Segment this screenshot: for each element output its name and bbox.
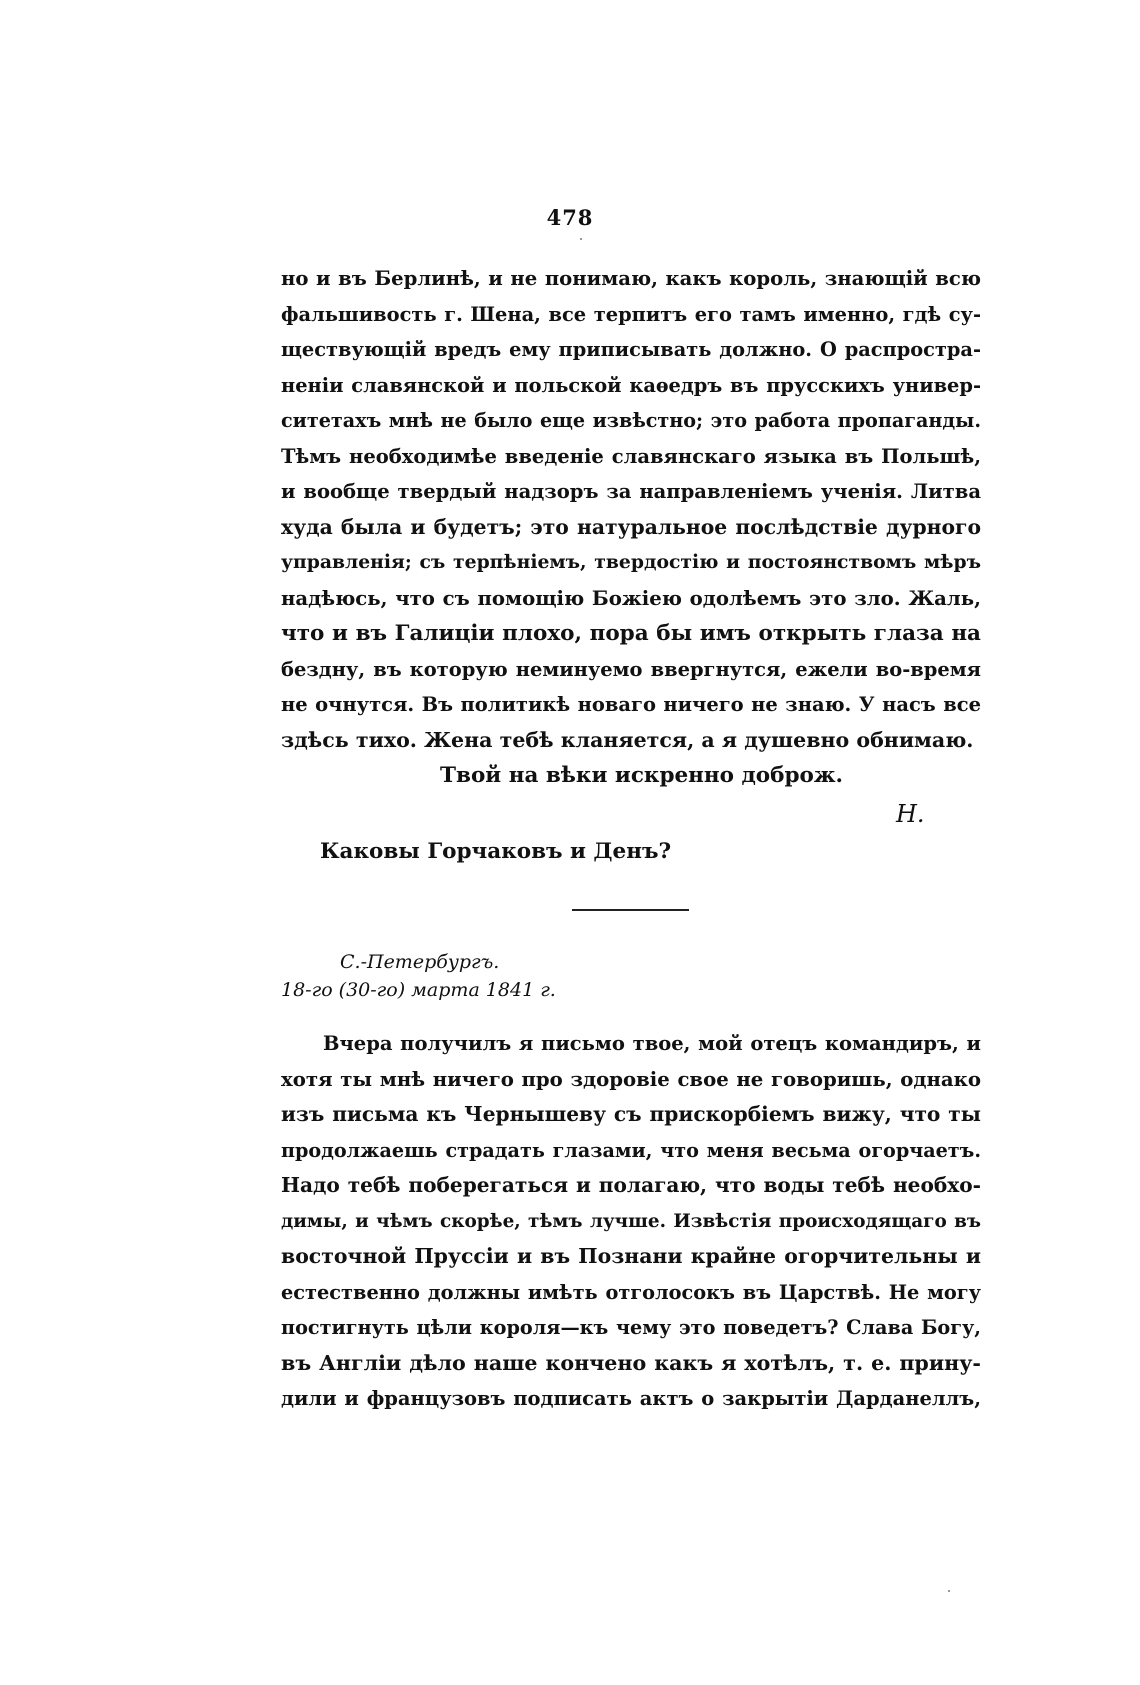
page-number: 478 xyxy=(546,205,594,230)
postscript: Каковы Горчаковъ и Денъ? xyxy=(320,839,672,864)
text-line: но и въ Берлинѣ, и не понимаю, какъ король, знающій всю xyxy=(281,267,981,290)
letter-place: С.-Петербургъ. xyxy=(340,951,500,973)
print-speck xyxy=(948,1590,950,1592)
text-line: Вчера получилъ я письмо твое, мой отецъ командиръ, и xyxy=(323,1032,981,1055)
text-line: хотя ты мнѣ ничего про здоровіе свое не говоришь, однако xyxy=(281,1067,981,1091)
letter-end-body xyxy=(281,261,981,758)
text-line: продолжаешь страдать глазами, что меня весьма огорчаетъ. xyxy=(281,1138,981,1162)
text-line: управленія; съ терпѣніемъ, твердостію и постоянствомъ мѣръ xyxy=(281,551,981,573)
text-line: неніи славянской и польской каѳедръ въ прусскихъ универ- xyxy=(281,373,981,397)
text-line: не очнутся. Въ политикѣ новаго ничего не знаю. У насъ все xyxy=(281,693,981,716)
text-line: что и въ Галиціи плохо, пора бы имъ открыть глаза на xyxy=(281,621,981,646)
text-line: ситетахъ мнѣ не было еще извѣстно; это работа пропаганды. xyxy=(281,409,981,432)
letter-closing: Твой на вѣки искренно доброж. xyxy=(440,763,844,788)
text-line: постигнуть цѣли короля—къ чему это поведетъ? Слава Богу, xyxy=(281,1316,981,1339)
text-line: изъ письма къ Чернышеву съ прискорбіемъ вижу, что ты xyxy=(281,1102,981,1126)
text-line: дили и французовъ подписать актъ о закрытіи Дарданеллъ, xyxy=(281,1387,981,1410)
text-line: восточной Пруссіи и въ Познани крайне огорчительны и xyxy=(281,1244,981,1268)
text-line: и вообще твердый надзоръ за направленіемъ ученія. Литва xyxy=(281,480,981,503)
text-line: ществующій вредъ ему приписывать должно. О распростра- xyxy=(281,338,981,361)
signature: Н. xyxy=(896,800,925,828)
text-line: въ Англіи дѣло наше кончено какъ я хотѣлъ, т. е. прину- xyxy=(281,1350,981,1375)
text-line: Надо тебѣ поберегаться и полагаю, что воды тебѣ необхо- xyxy=(281,1173,981,1197)
text-line: надѣюсь, что съ помощію Божіею одолѣемъ это зло. Жаль, xyxy=(281,586,981,610)
text-line: естественно должны имѣть отголосокъ въ Царствѣ. Не могу xyxy=(281,1280,981,1304)
letter-next-body xyxy=(281,1026,981,1417)
print-speck xyxy=(580,238,582,240)
letter-date: 18-го (30-го) марта 1841 г. xyxy=(281,979,556,1001)
section-divider xyxy=(572,909,689,911)
text-line: худа была и будетъ; это натуральное послѣдствіе дурного xyxy=(281,514,981,539)
text-line: Тѣмъ необходимѣе введеніе славянскаго языка въ Польшѣ, xyxy=(281,444,981,468)
text-line: здѣсь тихо. Жена тебѣ кланяется, а я душевно обнимаю. xyxy=(281,727,974,752)
text-line: фальшивость г. Шена, все терпитъ его тамъ именно, гдѣ су- xyxy=(281,302,981,326)
text-line: димы, и чѣмъ скорѣе, тѣмъ лучше. Извѣстія происходящаго въ xyxy=(281,1210,981,1232)
text-line: бездну, въ которую неминуемо ввергнутся, ежели во-время xyxy=(281,657,981,681)
